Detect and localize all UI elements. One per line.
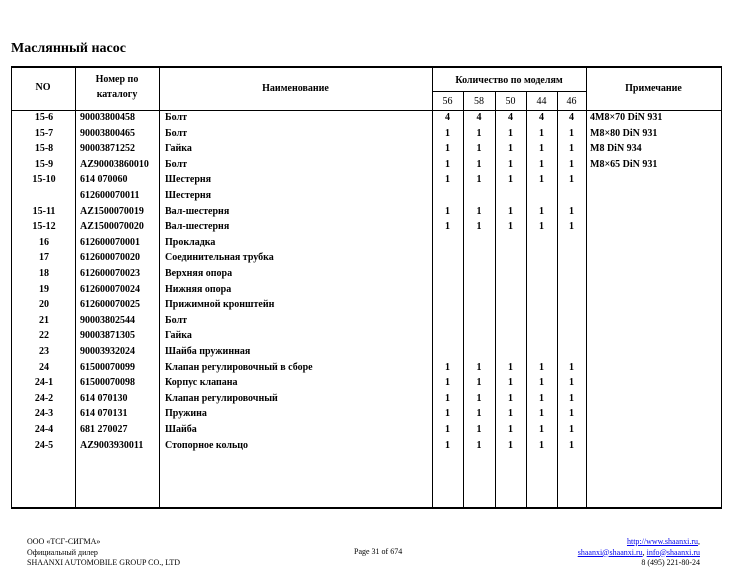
row-qty: 1 <box>569 408 574 420</box>
row-qty: 1 <box>508 392 513 404</box>
row-qty: 1 <box>508 221 513 233</box>
row-no: 15-11 <box>32 205 56 217</box>
row-part-name: Шайба пружинная <box>165 346 251 357</box>
row-qty: 1 <box>476 424 482 435</box>
row-qty: 1 <box>508 205 513 217</box>
table-row <box>0 360 732 376</box>
row-part-name: Болт <box>165 112 188 123</box>
table-row <box>0 172 732 188</box>
row-qty: 1 <box>539 361 544 373</box>
row-catalog-number: AZ1500070019 <box>80 205 144 217</box>
row-qty: 1 <box>508 158 513 170</box>
row-part-name: Шестерня <box>165 190 212 201</box>
row-catalog-number: AZ90003860010 <box>80 158 149 170</box>
row-catalog-number: AZ9003930011 <box>80 439 144 451</box>
header-qty-by-model: Количество по моделям <box>455 75 563 86</box>
header-note: Примечание <box>625 83 682 94</box>
row-qty: 1 <box>445 361 450 373</box>
row-qty: 4 <box>569 112 574 123</box>
header-model-58: 58 <box>474 96 484 107</box>
row-qty: 1 <box>569 439 574 451</box>
row-qty: 1 <box>569 361 574 373</box>
row-qty: 1 <box>476 127 482 139</box>
row-part-name: Шайба <box>165 424 197 435</box>
row-qty: 1 <box>508 408 513 420</box>
row-qty: 1 <box>508 143 513 155</box>
row-note: M8 DiN 934 <box>590 143 642 155</box>
row-qty: 1 <box>539 174 544 186</box>
header-no: NO <box>35 82 51 93</box>
row-part-name: Корпус клапана <box>165 377 238 389</box>
row-catalog-number: 612600070024 <box>80 283 140 295</box>
row-no: 15-6 <box>34 112 54 123</box>
table-row <box>0 297 732 313</box>
row-qty: 1 <box>476 221 482 233</box>
row-catalog-number: 681 270027 <box>80 424 128 435</box>
row-note: M8×65 DiN 931 <box>590 158 658 170</box>
row-qty: 1 <box>539 377 544 389</box>
row-note: 4M8×70 DiN 931 <box>590 112 663 123</box>
row-part-name: Вал-шестерня <box>165 221 230 233</box>
row-part-name: Прокладка <box>165 236 216 248</box>
row-no: 24-4 <box>34 424 54 435</box>
row-no: 24-3 <box>34 408 54 420</box>
row-no: 24-5 <box>34 439 54 451</box>
row-qty: 1 <box>569 392 574 404</box>
row-qty: 4 <box>508 112 513 123</box>
row-qty: 1 <box>445 424 450 435</box>
row-no: 15-10 <box>32 174 56 186</box>
row-qty: 1 <box>508 439 513 451</box>
table-row <box>0 141 732 157</box>
row-part-name: Гайка <box>165 330 192 342</box>
row-catalog-number: 61500070099 <box>80 361 135 373</box>
row-catalog-number: 61500070098 <box>80 377 135 389</box>
row-qty: 1 <box>539 143 544 155</box>
table-row <box>0 344 732 360</box>
row-qty: 1 <box>569 143 574 155</box>
page-title: Маслянный насос <box>11 41 126 56</box>
row-qty: 1 <box>476 377 482 389</box>
row-qty: 4 <box>539 112 544 123</box>
table-row <box>0 157 732 173</box>
row-qty: 1 <box>539 158 544 170</box>
row-qty: 1 <box>508 377 513 389</box>
table-row <box>0 375 732 391</box>
footer-site-line: http://www.shaanxi.ru, <box>626 537 700 546</box>
row-qty: 1 <box>445 158 450 170</box>
row-part-name: Болт <box>165 314 188 326</box>
row-no: 19 <box>39 283 49 295</box>
row-catalog-number: 90003871305 <box>80 330 135 342</box>
row-qty: 1 <box>569 205 574 217</box>
row-qty: 1 <box>476 205 482 217</box>
row-catalog-number: 90003871252 <box>80 143 135 155</box>
row-part-name: Пружина <box>165 408 207 420</box>
footer-dealer: Официальный дилер <box>27 547 98 557</box>
header-catalog-line2: каталогу <box>96 89 138 100</box>
row-no: 23 <box>39 346 49 357</box>
row-catalog-number: 614 070131 <box>80 408 128 420</box>
row-qty: 1 <box>445 174 450 186</box>
row-qty: 1 <box>445 408 450 420</box>
row-part-name: Болт <box>165 127 188 139</box>
header-model-50: 50 <box>505 96 516 107</box>
row-part-name: Клапан регулировочный <box>165 392 278 404</box>
table-row <box>0 422 732 438</box>
email-link-info[interactable]: info@shaanxi.ru <box>646 547 700 557</box>
header-catalog-line1: Номер по <box>95 74 139 85</box>
row-catalog-number: 90003932024 <box>80 346 135 357</box>
table-row <box>0 313 732 329</box>
row-qty: 1 <box>476 439 482 451</box>
row-qty: 1 <box>476 361 482 373</box>
row-qty: 1 <box>445 127 450 139</box>
row-part-name: Клапан регулировочный в сборе <box>165 361 313 373</box>
header-model-56: 56 <box>442 96 453 107</box>
row-qty: 1 <box>445 143 450 155</box>
row-no: 15-7 <box>34 127 54 139</box>
row-no: 18 <box>39 268 49 279</box>
row-qty: 1 <box>539 408 544 420</box>
table-row <box>0 438 732 454</box>
row-qty: 4 <box>476 112 482 123</box>
table-row <box>0 391 732 407</box>
row-catalog-number: 612600070025 <box>80 299 140 311</box>
row-no: 15-8 <box>34 143 54 155</box>
row-catalog-number: 612600070023 <box>80 268 140 279</box>
table-row <box>0 219 732 235</box>
row-part-name: Соединительная трубка <box>165 252 274 264</box>
row-qty: 1 <box>569 174 574 186</box>
row-qty: 1 <box>476 408 482 420</box>
table-row <box>0 204 732 220</box>
row-no: 17 <box>39 252 49 264</box>
row-no: 15-12 <box>32 221 56 233</box>
footer-phone: 8 (495) 221-80-24 <box>641 558 700 567</box>
footer-company <box>27 537 180 569</box>
row-catalog-number: 90003802544 <box>80 314 135 326</box>
row-qty: 4 <box>445 112 450 123</box>
row-part-name: Нижняя опора <box>165 283 232 295</box>
row-qty: 1 <box>539 127 544 139</box>
row-qty: 1 <box>539 439 544 451</box>
header-catalog <box>75 72 159 102</box>
row-no: 24-2 <box>34 392 54 404</box>
row-no: 24 <box>39 361 49 373</box>
row-qty: 1 <box>508 127 513 139</box>
row-qty: 1 <box>569 158 574 170</box>
row-qty: 1 <box>445 221 450 233</box>
row-catalog-number: 614 070130 <box>80 392 128 404</box>
table-row <box>0 266 732 282</box>
row-qty: 1 <box>539 424 544 435</box>
row-no: 22 <box>39 330 49 342</box>
email-link-shaanxi[interactable]: shaanxi@shaanxi.ru <box>577 547 643 557</box>
footer-contacts <box>578 537 700 569</box>
table-row <box>0 406 732 422</box>
row-qty: 1 <box>476 174 482 186</box>
row-catalog-number: 90003800465 <box>80 127 135 139</box>
table-row <box>0 188 732 204</box>
table-row <box>0 126 732 142</box>
row-part-name: Болт <box>165 158 188 170</box>
row-no: 21 <box>39 314 49 326</box>
row-qty: 1 <box>445 377 450 389</box>
footer-email-line: shaanxi@shaanxi.ru, info@shaanxi.ru <box>577 547 700 557</box>
row-qty: 1 <box>539 221 544 233</box>
footer-page-number: Page 31 of 674 <box>354 547 403 556</box>
row-qty: 1 <box>569 377 574 389</box>
row-part-name: Верхняя опора <box>165 268 233 279</box>
table-top-rule <box>11 66 722 68</box>
row-part-name: Стопорное кольцо <box>165 439 249 451</box>
table-row <box>0 110 732 126</box>
row-qty: 1 <box>508 361 513 373</box>
row-qty: 1 <box>539 205 544 217</box>
row-part-name: Шестерня <box>165 174 212 186</box>
row-catalog-number: 614 070060 <box>80 174 128 186</box>
row-part-name: Вал-шестерня <box>165 205 230 217</box>
row-qty: 1 <box>508 424 513 435</box>
header-model-46: 46 <box>566 96 577 107</box>
row-qty: 1 <box>569 424 574 435</box>
row-qty: 1 <box>445 205 450 217</box>
row-no: 20 <box>39 299 49 311</box>
row-qty: 1 <box>569 127 574 139</box>
row-qty: 1 <box>476 392 482 404</box>
row-qty: 1 <box>508 174 513 186</box>
row-no: 24-1 <box>34 377 54 389</box>
row-catalog-number: 612600070020 <box>80 252 140 264</box>
row-part-name: Гайка <box>165 143 192 155</box>
header-model-44: 44 <box>536 96 547 107</box>
header-subrule <box>432 91 586 92</box>
row-catalog-number: 612600070011 <box>80 190 140 201</box>
row-qty: 1 <box>476 143 482 155</box>
row-qty: 1 <box>569 221 574 233</box>
row-part-name: Прижимной кронштейн <box>165 299 275 311</box>
table-row <box>0 328 732 344</box>
footer-group: SHAANXI AUTOMOBILE GROUP CO., LTD <box>27 558 181 567</box>
row-qty: 1 <box>539 392 544 404</box>
row-catalog-number: AZ1500070020 <box>80 221 144 233</box>
row-catalog-number: 90003800458 <box>80 112 135 123</box>
table-row <box>0 235 732 251</box>
row-qty: 1 <box>445 392 450 404</box>
table-row <box>0 250 732 266</box>
row-qty: 1 <box>476 158 482 170</box>
row-catalog-number: 612600070001 <box>80 236 140 248</box>
row-no: 15-9 <box>34 158 54 170</box>
footer-company-name: ООО «ТСГ-СИГМА» <box>27 537 101 546</box>
table-row <box>0 282 732 298</box>
site-link[interactable]: http://www.shaanxi.ru <box>626 537 698 546</box>
row-note: M8×80 DiN 931 <box>590 127 658 139</box>
row-qty: 1 <box>445 439 450 451</box>
row-no: 16 <box>39 236 49 248</box>
table-bottom-rule <box>11 507 722 509</box>
header-name: Наименование <box>262 83 329 94</box>
